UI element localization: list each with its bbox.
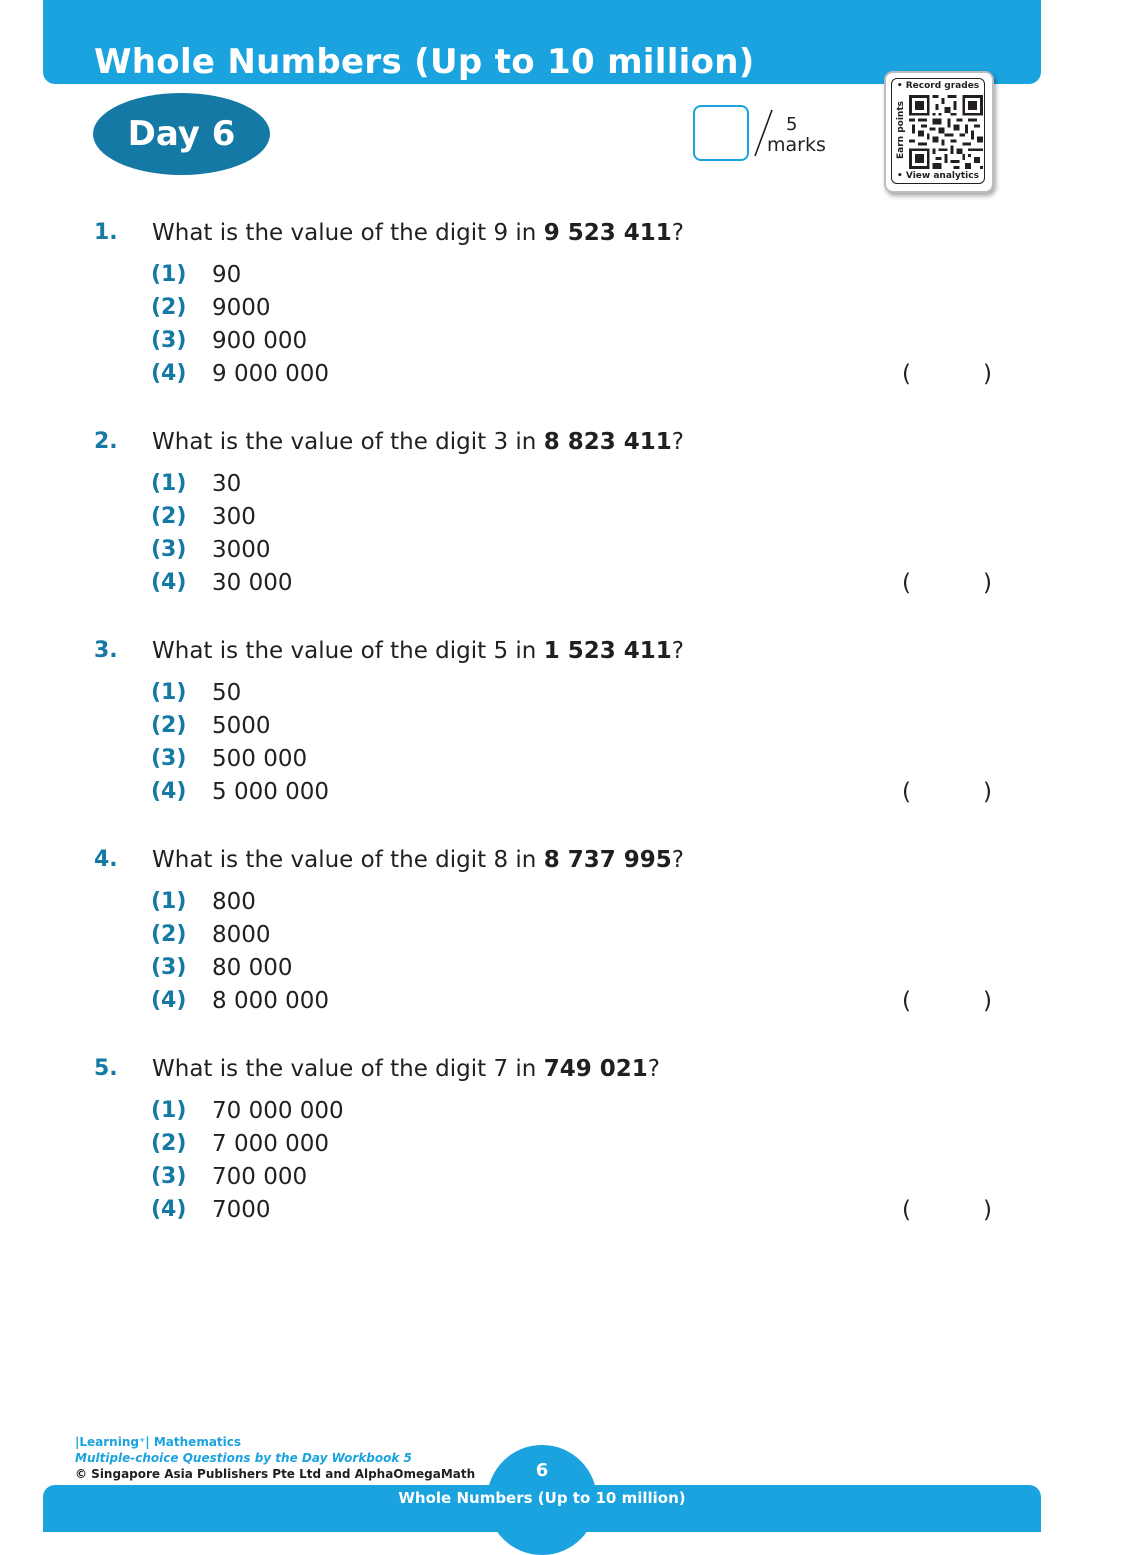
option-label: (1) — [151, 680, 187, 705]
option-3 — [0, 537, 1123, 567]
option-2 — [0, 295, 1123, 325]
option-1 — [0, 889, 1123, 919]
answer-bracket-close: ) — [983, 361, 992, 387]
answer-bracket-close: ) — [983, 779, 992, 805]
question-number-highlight: 8 823 411 — [543, 429, 672, 455]
footer-info — [75, 1434, 475, 1482]
option-label: (4) — [151, 1197, 187, 1222]
option-label: (4) — [151, 361, 187, 386]
option-4 — [0, 988, 1123, 1018]
option-1 — [0, 1098, 1123, 1128]
question-number-highlight: 749 021 — [543, 1056, 648, 1082]
qr-record-grades-label: • Record grades — [896, 81, 980, 91]
option-label: (2) — [151, 1131, 187, 1156]
question-text: What is the value of the digit 9 in 9 523 411? — [152, 220, 684, 246]
option-label: (4) — [151, 779, 187, 804]
option-value: 50 — [212, 680, 242, 706]
option-2 — [0, 1131, 1123, 1161]
question-text: What is the value of the digit 3 in 8 823 411? — [152, 429, 684, 455]
qr-card-frame — [891, 78, 985, 184]
score-input-box[interactable] — [693, 105, 749, 161]
option-3 — [0, 955, 1123, 985]
option-label: (3) — [151, 1164, 187, 1189]
option-1 — [0, 680, 1123, 710]
option-value: 3000 — [212, 537, 271, 563]
answer-bracket-close: ) — [983, 570, 992, 596]
option-value: 30 000 — [212, 570, 293, 596]
option-1 — [0, 471, 1123, 501]
option-4 — [0, 361, 1123, 391]
footer-book-title: Multiple-choice Questions by the Day Workbook 5 — [75, 1451, 412, 1465]
qr-earn-points-label: Earn points — [896, 101, 906, 159]
footer-series: |Learning⁺| Mathematics — [75, 1435, 242, 1449]
page-title: Whole Numbers (Up to 10 million) — [94, 42, 755, 82]
option-value: 7 000 000 — [212, 1131, 330, 1157]
option-value: 800 — [212, 889, 256, 915]
option-2 — [0, 504, 1123, 534]
question-number-highlight: 9 523 411 — [543, 220, 672, 246]
option-4 — [0, 779, 1123, 809]
answer-bracket-open: ( — [902, 1197, 911, 1223]
option-value: 700 000 — [212, 1164, 308, 1190]
option-label: (3) — [151, 955, 187, 980]
option-3 — [0, 328, 1123, 358]
option-value: 5000 — [212, 713, 271, 739]
option-value: 7000 — [212, 1197, 271, 1223]
option-label: (3) — [151, 537, 187, 562]
qr-code-icon — [909, 95, 983, 169]
option-4 — [0, 1197, 1123, 1227]
page-number: 6 — [535, 1460, 549, 1481]
option-2 — [0, 922, 1123, 952]
option-value: 300 — [212, 504, 256, 530]
option-value: 500 000 — [212, 746, 308, 772]
question-text: What is the value of the digit 8 in 8 737 995? — [152, 847, 684, 873]
question-number: 4. — [94, 847, 118, 872]
question-text: What is the value of the digit 5 in 1 523 411? — [152, 638, 684, 664]
option-label: (4) — [151, 988, 187, 1013]
qr-view-analytics-label: • View analytics — [897, 171, 979, 181]
qr-card[interactable] — [884, 71, 994, 193]
option-label: (2) — [151, 713, 187, 738]
option-value: 9 000 000 — [212, 361, 330, 387]
option-4 — [0, 570, 1123, 600]
option-label: (1) — [151, 471, 187, 496]
option-2 — [0, 713, 1123, 743]
option-label: (1) — [151, 889, 187, 914]
question-number: 2. — [94, 429, 118, 454]
footer-chapter-title: Whole Numbers (Up to 10 million) — [398, 1489, 686, 1507]
option-3 — [0, 1164, 1123, 1194]
option-label: (2) — [151, 922, 187, 947]
answer-bracket-open: ( — [902, 570, 911, 596]
option-label: (3) — [151, 746, 187, 771]
option-value: 5 000 000 — [212, 779, 330, 805]
question-number: 5. — [94, 1056, 118, 1081]
option-value: 90 — [212, 262, 242, 288]
option-3 — [0, 746, 1123, 776]
question-text: What is the value of the digit 7 in 749 021? — [152, 1056, 660, 1082]
option-label: (2) — [151, 295, 187, 320]
option-value: 8 000 000 — [212, 988, 330, 1014]
option-value: 80 000 — [212, 955, 293, 981]
answer-bracket-open: ( — [902, 779, 911, 805]
question-number-highlight: 1 523 411 — [543, 638, 672, 664]
answer-bracket-open: ( — [902, 361, 911, 387]
day-label: Day 6 — [127, 114, 236, 154]
score-total: 5 — [786, 114, 798, 135]
answer-bracket-close: ) — [983, 988, 992, 1014]
option-1 — [0, 262, 1123, 292]
question-number: 1. — [94, 220, 118, 245]
score-unit: marks — [767, 134, 826, 156]
option-label: (1) — [151, 1098, 187, 1123]
option-value: 8000 — [212, 922, 271, 948]
option-value: 70 000 000 — [212, 1098, 344, 1124]
option-label: (2) — [151, 504, 187, 529]
question-number-highlight: 8 737 995 — [543, 847, 672, 873]
answer-bracket-open: ( — [902, 988, 911, 1014]
option-label: (4) — [151, 570, 187, 595]
answer-bracket-close: ) — [983, 1197, 992, 1223]
day-badge — [93, 93, 270, 175]
option-label: (3) — [151, 328, 187, 353]
option-value: 30 — [212, 471, 242, 497]
option-value: 9000 — [212, 295, 271, 321]
footer-copyright: © Singapore Asia Publishers Pte Ltd and AlphaOmegaMath — [75, 1467, 476, 1481]
question-number: 3. — [94, 638, 118, 663]
option-value: 900 000 — [212, 328, 308, 354]
option-label: (1) — [151, 262, 187, 287]
